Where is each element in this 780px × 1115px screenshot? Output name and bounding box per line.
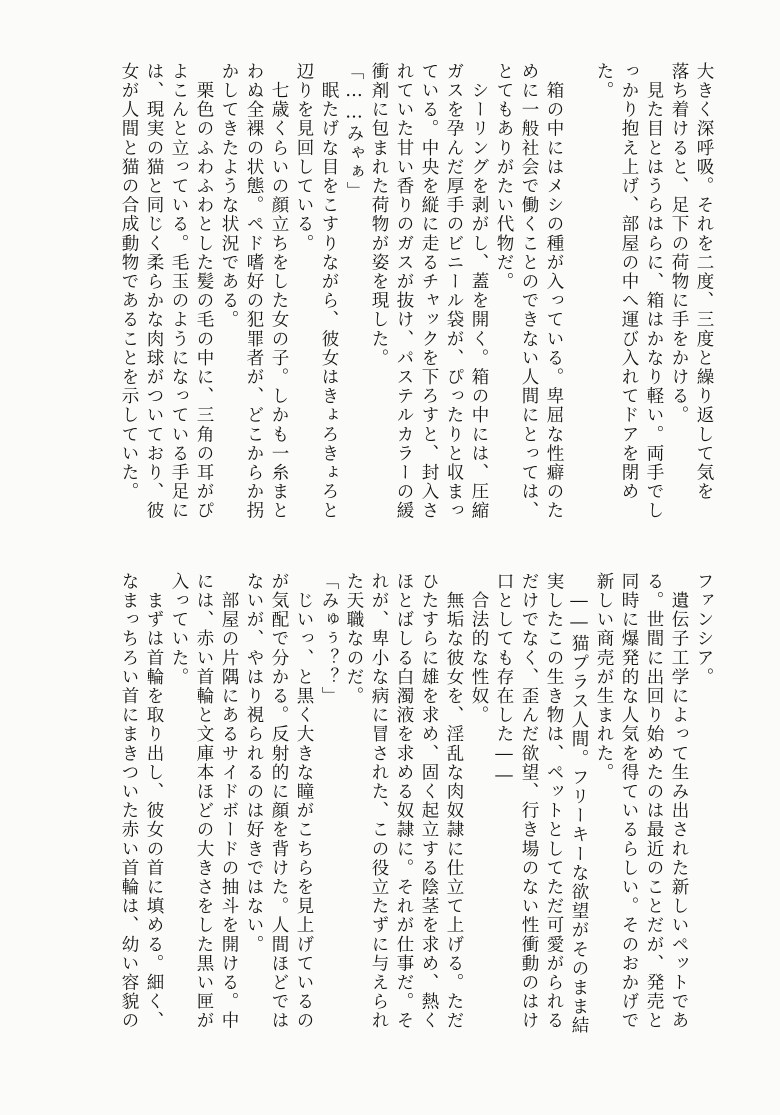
text-column: 女が人間と猫の合成動物であることを示していた。 — [119, 62, 139, 502]
text-column: 七歳くらいの顔立ちをした女の子。しかも一糸まと — [269, 62, 289, 521]
text-column: ――猫プラス人間。フリーキーな欲望がそのまま結 — [569, 572, 589, 1036]
text-column: には、赤い首輪と文庫本ほどの大きさをした黒い匣が — [194, 572, 214, 1031]
text-column: ガスを孕んだ厚手のビニール袋が、ぴったりと収まっ — [444, 62, 464, 521]
text-column: 新しい商売が生まれた。 — [594, 572, 614, 783]
text-column: ひたすらに雄を求め、固く起立する陰茎を求め、熱く — [419, 572, 439, 1031]
text-column: シーリングを剥がし、蓋を開く。箱の中には、圧縮 — [469, 62, 489, 521]
upper-text-block — [76, 62, 716, 532]
text-column: た天職なのだ。 — [344, 572, 364, 706]
text-column: 辺りを見回している。 — [294, 62, 314, 253]
text-column: 箱の中にはメシの種が入っている。卑屈な性癖のた — [544, 62, 564, 521]
text-column: 部屋の片隅にあるサイドボードの抽斗を開ける。中 — [219, 572, 239, 1031]
text-column: 無垢な彼女を、淫乱な肉奴隷に仕立て上げる。ただ — [444, 572, 464, 1031]
text-column: ファンシア。 — [694, 572, 714, 687]
text-column: ないが、やはり視られるのは好きではない。 — [244, 572, 264, 954]
text-column: 衝剤に包まれた荷物が姿を現した。 — [369, 62, 389, 368]
text-column: わぬ全裸の状態。ペド嗜好の犯罪者が、どこからか拐 — [244, 62, 264, 521]
text-column: ている。中央を縦に走るチャックを下ろすと、封入さ — [419, 62, 439, 521]
text-column: が気配で分かる。反射的に顔を背けた。人間ほどでは — [269, 572, 289, 1031]
text-column: よこんと立っている。毛玉のようになっている手足に — [169, 62, 189, 521]
text-column: 落ち着けると、足下の荷物に手をかける。 — [669, 62, 689, 425]
text-column: れが、卑小な病に冒された、この役立たずに与えられ — [369, 572, 389, 1031]
text-column: 「みゅぅ？？」 — [319, 572, 339, 706]
text-column: る。世間に出回り始めたのは最近のことだが、発売と — [644, 572, 664, 1031]
text-column: 「……みゃぁ」 — [344, 62, 364, 201]
text-column: ほとばしる白濁液を求める奴隷に。それが仕事だ。そ — [394, 572, 414, 1031]
text-column: 合法的な性奴。 — [469, 572, 489, 725]
text-column: れていた甘い香りのガスが抜け、パステルカラーの緩 — [394, 62, 414, 521]
text-column: めに一般社会で働くことのできない人間にとっては、 — [519, 62, 539, 521]
text-column: 眠たげな目をこすりながら、彼女はきょろきょろと — [319, 62, 339, 521]
text-column: なまっちろい首にまきついた赤い首輪は、幼い容貌の — [119, 572, 139, 1031]
text-column: っかり抱え上げ、部屋の中へ運び入れてドアを閉め — [619, 62, 639, 502]
text-column: 遺伝子工学によって生み出された新しいペットであ — [669, 572, 689, 1031]
text-column: とてもありがたい代物だ。 — [494, 62, 514, 292]
text-column: かしてきたような状況である。 — [219, 62, 239, 330]
text-column: だけでなく、歪んだ欲望、行き場のない性衝動のはけ — [519, 572, 539, 1031]
text-column: まずは首輪を取り出し、彼女の首に填める。細く、 — [144, 572, 164, 1031]
text-column — [566, 62, 591, 532]
text-column: 同時に爆発的な人気を得ているらしい。そのおかげで — [619, 572, 639, 1031]
text-column: 口としても存在した―― — [494, 572, 514, 788]
text-column: 栗色のふわふわとした髪の毛の中に、三角の耳がぴ — [194, 62, 214, 521]
text-column: た。 — [594, 62, 614, 101]
text-column: 実したこの生き物は、ペットとしてただ可愛がられる — [544, 572, 564, 1031]
text-column: じいっ、と黒く大きな瞳がこちらを見上げているの — [294, 572, 314, 1031]
text-column: 入っていた。 — [169, 572, 189, 687]
text-column: 大きく深呼吸。それを二度、三度と繰り返して気を — [694, 62, 714, 502]
text-column: 見た目とはうらはらに、箱はかなり軽い。両手でし — [644, 62, 664, 521]
text-column: は、現実の猫と同じく柔らかな肉球がついており、彼 — [144, 62, 164, 521]
lower-text-block — [76, 572, 716, 1042]
